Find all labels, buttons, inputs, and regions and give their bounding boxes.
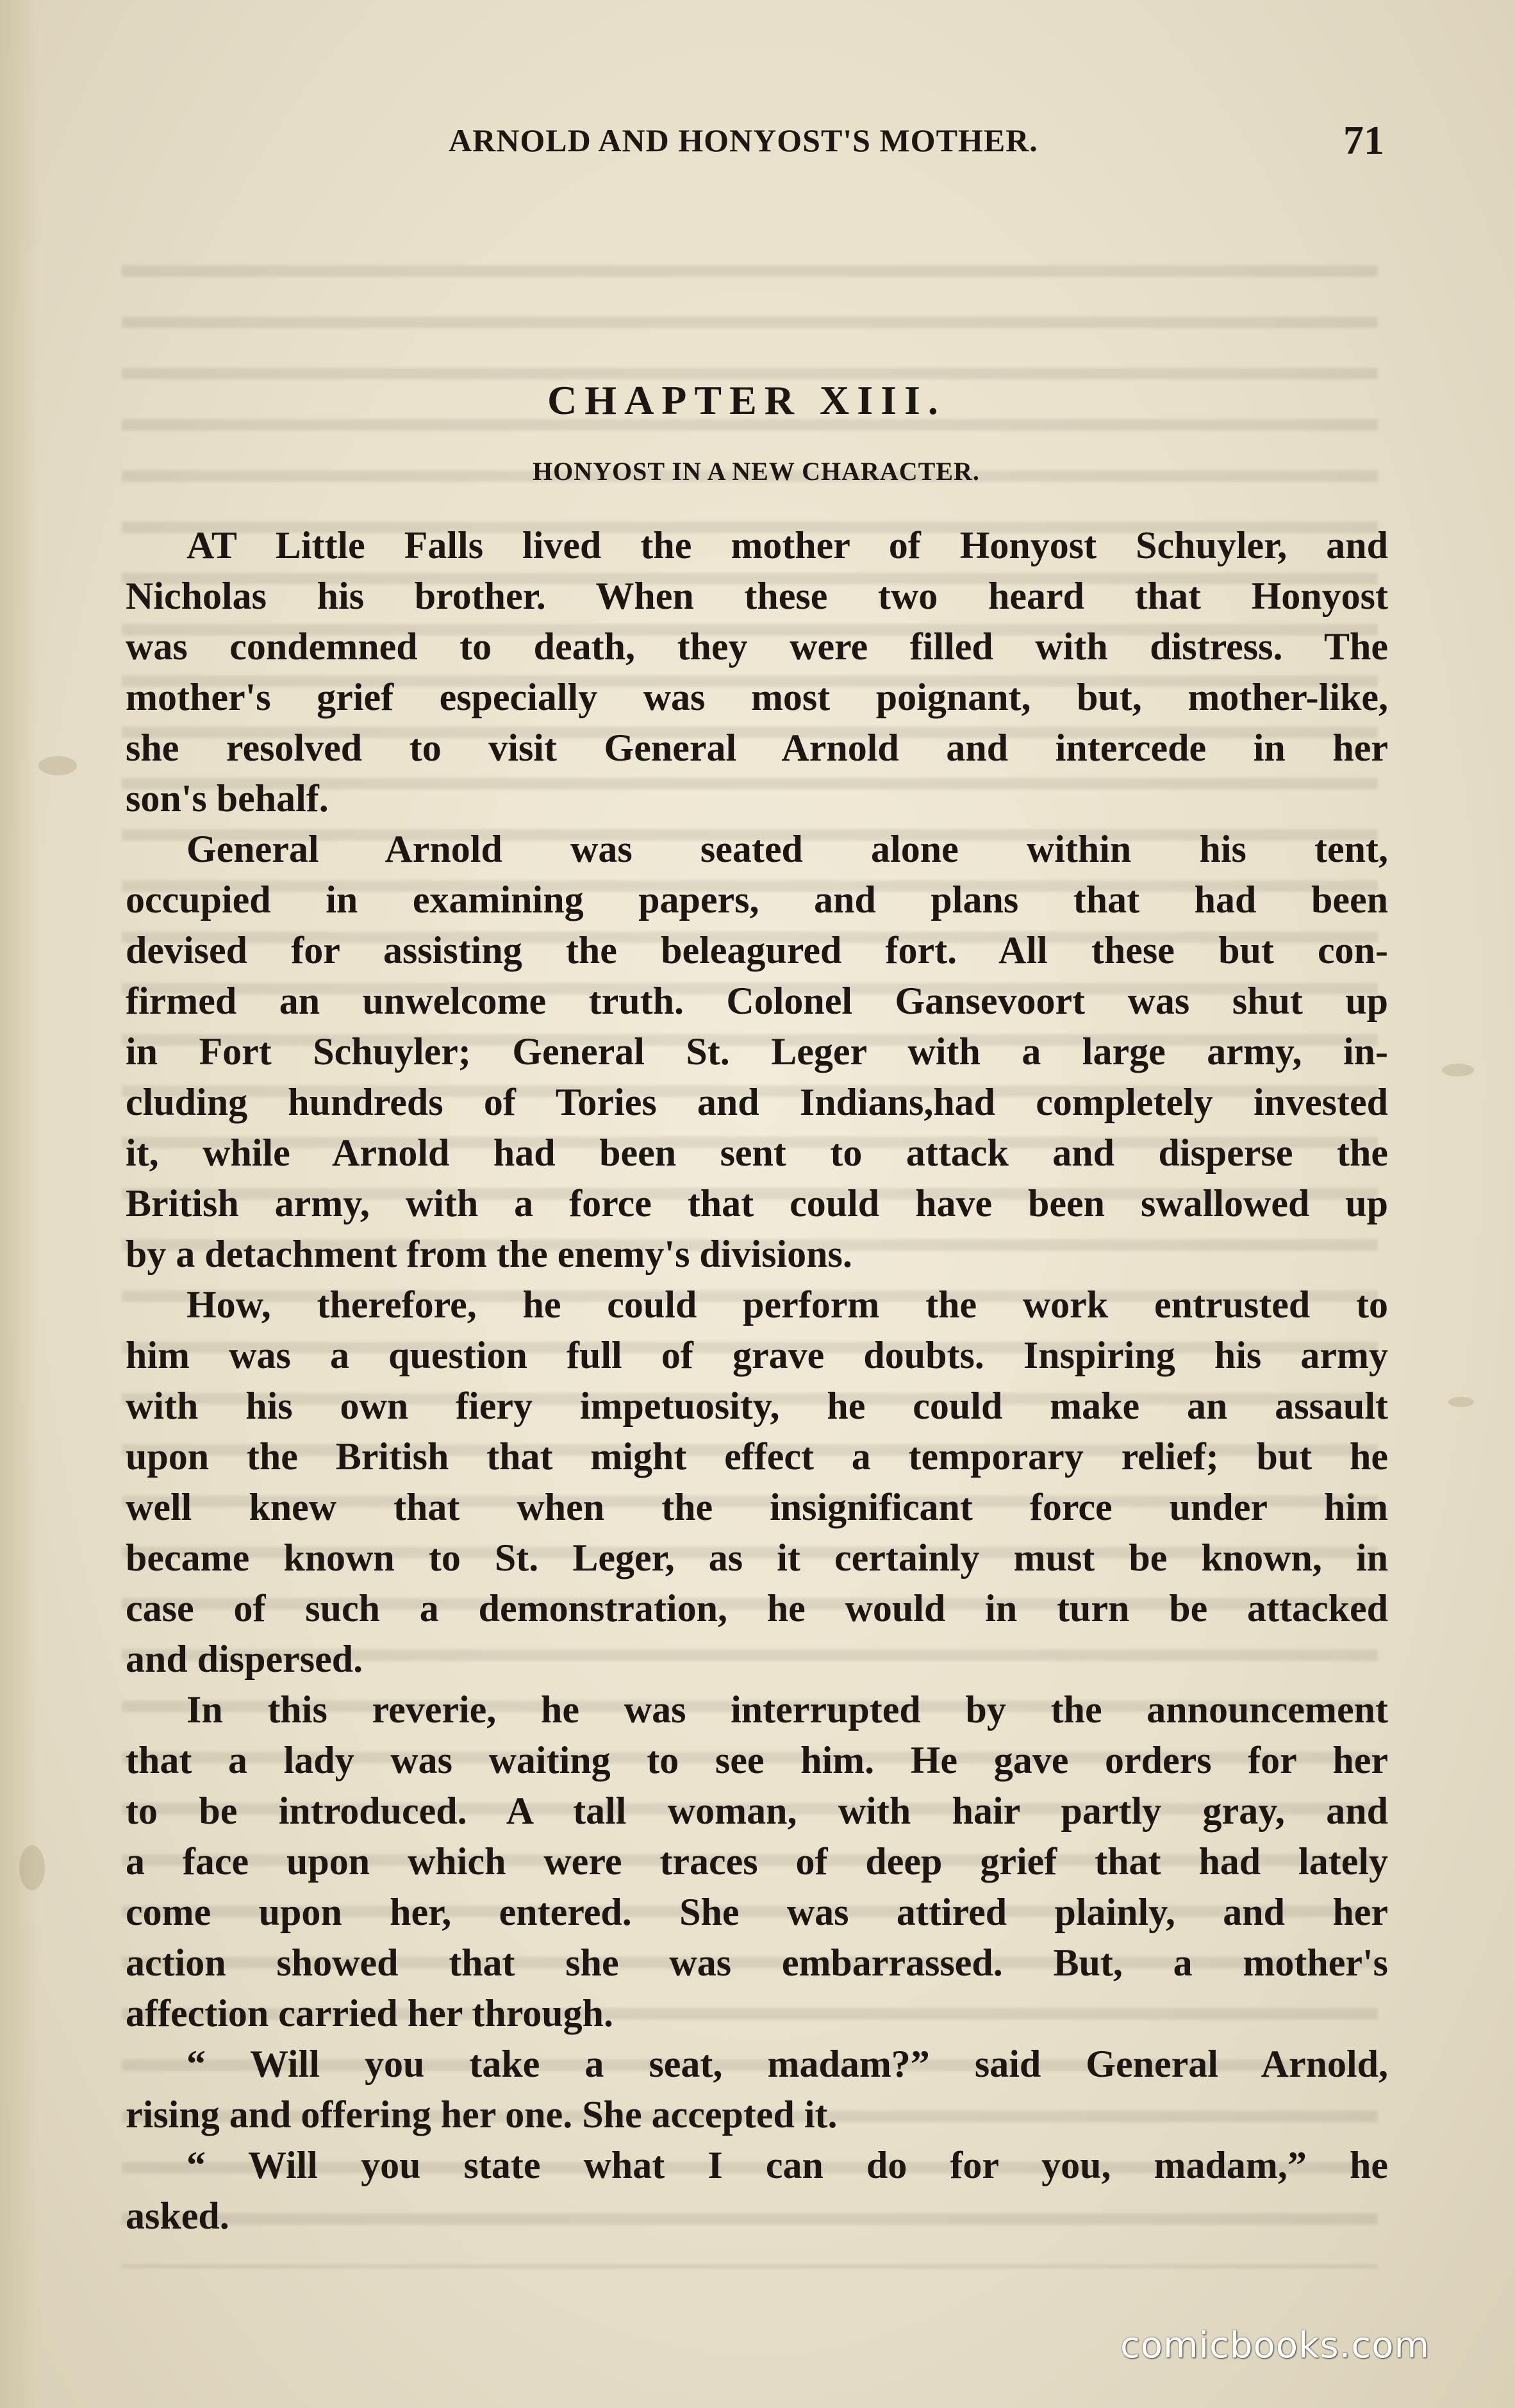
- text-line: to be introduced. A tall woman, with hair partly gray, and: [126, 1790, 1388, 1832]
- text-line: Nicholas his brother. When these two heard that Honyost: [126, 575, 1388, 617]
- text-line: firmed an unwelcome truth. Colonel Gansevoort was shut up: [126, 980, 1388, 1022]
- text-line: was condemned to death, they were filled with distress. The: [126, 625, 1388, 668]
- text-line: asked.: [126, 2195, 229, 2237]
- text-line: with his own fiery impetuosity, he could make an assault: [126, 1385, 1388, 1427]
- text-line: How, therefore, he could perform the work entrusted to: [186, 1283, 1388, 1326]
- text-line: rising and offering her one. She accepted it.: [126, 2093, 838, 2136]
- paragraph: [126, 824, 1388, 1280]
- text-line: occupied in examining papers, and plans that had been: [126, 878, 1388, 921]
- text-line: British army, with a force that could have been swallowed up: [126, 1182, 1388, 1225]
- text-line: that a lady was waiting to see him. He gave orders for her: [126, 1739, 1388, 1781]
- text-line: “ Will you state what I can do for you, madam,” he: [186, 2144, 1388, 2186]
- paragraph: [126, 2140, 1388, 2241]
- text-line: mother's grief especially was most poignant, but, mother-like,: [126, 676, 1388, 718]
- page-number: 71: [1343, 117, 1384, 163]
- paper-stain: [1442, 1064, 1474, 1076]
- paper-stain: [38, 756, 77, 775]
- paragraph: [126, 2039, 1388, 2140]
- text-line: cluding hundreds of Tories and Indians,had completely invested: [126, 1081, 1388, 1123]
- paragraph: [126, 1685, 1388, 2039]
- text-line: General Arnold was seated alone within his tent,: [186, 828, 1388, 870]
- text-line: affection carried her through.: [126, 1992, 613, 2034]
- text-line: upon the British that might effect a temporary relief; but he: [126, 1435, 1388, 1478]
- chapter-heading: CHAPTER XIII.: [547, 377, 946, 423]
- paragraph: [126, 1280, 1388, 1685]
- text-line: son's behalf.: [126, 777, 329, 820]
- running-title: ARNOLD AND HONYOST'S MOTHER.: [449, 122, 1038, 158]
- text-line: devised for assisting the beleagured fort. All these but con-: [126, 929, 1388, 971]
- text-line: she resolved to visit General Arnold and intercede in her: [126, 727, 1388, 769]
- text-line: AT Little Falls lived the mother of Honyost Schuyler, and: [186, 524, 1388, 566]
- text-line: by a detachment from the enemy's divisions.: [126, 1233, 852, 1275]
- text-line: and dispersed.: [126, 1638, 363, 1680]
- text-line: come upon her, entered. She was attired plainly, and her: [126, 1891, 1388, 1933]
- paper-stain: [19, 1845, 45, 1890]
- page-edge-shading: [0, 0, 38, 2408]
- text-line: case of such a demonstration, he would in turn be attacked: [126, 1587, 1388, 1629]
- text-line: became known to St. Leger, as it certainly must be known, in: [126, 1537, 1388, 1579]
- text-line: “ Will you take a seat, madam?” said General Arnold,: [186, 2043, 1388, 2085]
- text-line: well knew that when the insignificant force under him: [126, 1486, 1388, 1528]
- text-line: it, while Arnold had been sent to attack and disperse the: [126, 1132, 1388, 1174]
- paragraph: [126, 520, 1388, 824]
- running-header: [128, 117, 1397, 167]
- text-line: him was a question full of grave doubts. Inspiring his army: [126, 1334, 1388, 1376]
- paper-stain: [1448, 1397, 1474, 1407]
- text-line: a face upon which were traces of deep grief that had lately: [126, 1840, 1388, 1883]
- text-line: in Fort Schuyler; General St. Leger with a large army, in-: [126, 1030, 1388, 1073]
- body-text: [126, 520, 1388, 2241]
- chapter-subtitle: HONYOST IN A NEW CHARACTER.: [533, 457, 980, 486]
- watermark: comicbooks.com: [1120, 2325, 1430, 2366]
- text-line: In this reverie, he was interrupted by the announcement: [186, 1688, 1388, 1731]
- text-line: action showed that she was embarrassed. But, a mother's: [126, 1942, 1388, 1984]
